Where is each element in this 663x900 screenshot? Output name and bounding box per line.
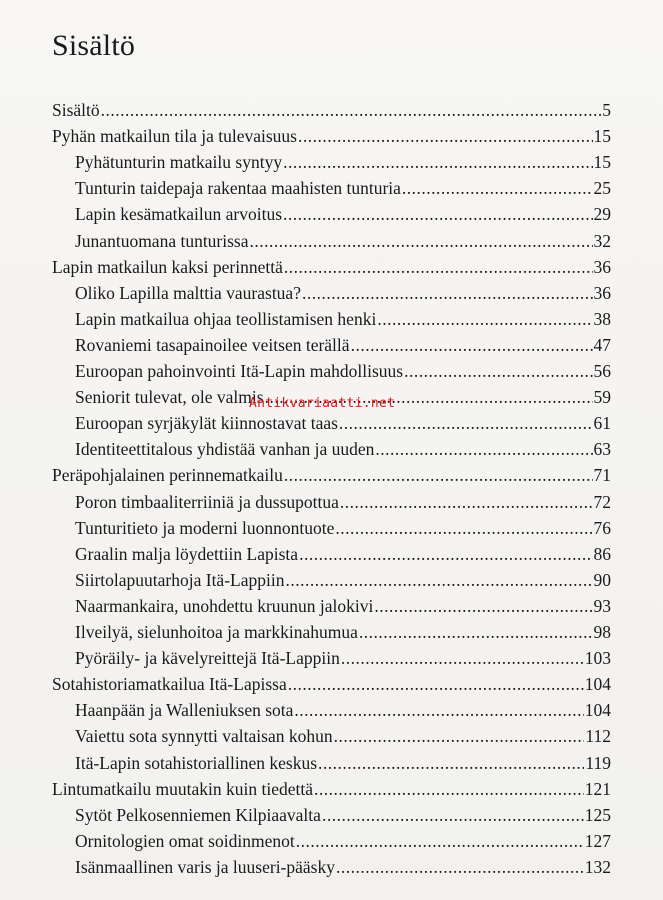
toc-leader-dots: [314, 776, 584, 802]
toc-page-number: 121: [584, 778, 611, 799]
toc-page-number: 76: [593, 517, 611, 538]
toc-leader-dots: [299, 541, 592, 567]
toc-page-number: 125: [584, 804, 611, 825]
toc-leader-dots: [285, 567, 592, 593]
toc-leader-dots: [341, 645, 584, 671]
toc-section-row: [75, 515, 611, 541]
toc-entry-title: Itä-Lapin sotahistoriallinen keskus: [75, 752, 318, 773]
toc-leader-dots: [359, 619, 593, 645]
toc-page-number: 98: [593, 622, 611, 642]
toc-page-number: 86: [593, 543, 611, 564]
toc-page-number: 103: [584, 648, 611, 669]
toc-entry-title: Peräpohjalainen perinnematkailu: [52, 465, 283, 486]
toc-leader-dots: [351, 332, 593, 358]
toc-leader-dots: [288, 671, 584, 697]
toc-entry-title: Pyhän matkailun tila ja tulevaisuus: [52, 126, 297, 147]
toc-entry-title: Isänmaallinen varis ja luuseri-pääsky: [75, 856, 335, 877]
toc-entry-title: Tunturitieto ja moderni luonnontuote: [75, 517, 335, 538]
toc-section-row: [75, 201, 611, 227]
toc-entry-title: Lapin matkailun kaksi perinnettä: [52, 256, 283, 277]
toc-entry-title: Euroopan pahoinvointi Itä-Lapin mahdollisuus: [75, 361, 404, 381]
toc-page-number: 72: [593, 491, 611, 512]
toc-page-number: 93: [593, 595, 611, 616]
toc-page-number: 29: [593, 204, 611, 225]
toc-section-row: [75, 149, 611, 175]
toc-leader-dots: [336, 854, 584, 880]
toc-section-row: [75, 593, 611, 619]
toc-page-number: 56: [593, 361, 611, 381]
toc-page-number: 59: [593, 387, 611, 408]
toc-page-number: 36: [593, 256, 611, 277]
toc-leader-dots: [340, 489, 593, 515]
toc-entry-title: Junantuomana tunturissa: [75, 230, 249, 251]
toc-leader-dots: [294, 697, 583, 723]
toc-entry-title: Lintumatkailu muutakin kuin tiedettä: [52, 778, 313, 799]
toc-page-number: 15: [593, 152, 611, 173]
toc-section-row: [75, 541, 611, 567]
toc-leader-dots: [322, 802, 584, 828]
toc-entry-title: Euroopan syrjäkylät kiinnostavat taas: [75, 413, 338, 434]
toc-entry-title: Poron timbaaliterriiniä ja dussupottua: [75, 491, 339, 512]
toc-section-row: [75, 436, 611, 462]
toc-leader-dots: [284, 462, 593, 488]
toc-section-row: [75, 697, 611, 723]
toc-entry-title: Graalin malja löydettiin Lapista: [75, 543, 299, 564]
toc-chapter-row: [52, 97, 611, 123]
toc-section-row: [75, 358, 611, 384]
toc-leader-dots: [250, 228, 593, 254]
toc-section-row: [75, 619, 611, 645]
toc-page-number: 132: [584, 856, 611, 877]
toc-section-row: [75, 645, 611, 671]
toc-leader-dots: [318, 750, 584, 776]
toc-leader-dots: [283, 201, 592, 227]
toc-section-row: [75, 750, 611, 776]
toc-page-number: 36: [593, 282, 611, 303]
watermark: Antikvariaatti.net: [249, 396, 396, 411]
toc-section-row: [75, 723, 611, 749]
toc-entry-title: Vaiettu sota synnytti valtaisan kohun: [75, 726, 333, 747]
toc-leader-dots: [402, 175, 593, 201]
toc-entry-title: Naarmankaira, unohdettu kruunun jalokivi: [75, 595, 374, 616]
toc-section-row: [75, 854, 611, 880]
toc-leader-dots: [375, 436, 592, 462]
toc-section-row: [75, 228, 611, 254]
toc-leader-dots: [339, 410, 593, 436]
toc-page-number: 38: [593, 308, 611, 329]
toc-section-row: [75, 332, 611, 358]
toc-leader-dots: [265, 384, 593, 410]
toc-entry-title: Lapin matkailua ohjaa teollistamisen henki: [75, 308, 377, 329]
page-title: Sisältö: [52, 29, 136, 62]
toc-page-number: 112: [585, 726, 611, 747]
toc-page-number: 119: [585, 752, 611, 773]
toc-leader-dots: [284, 254, 593, 280]
toc-chapter-row: [52, 254, 611, 280]
toc-entry-title: Haanpään ja Walleniuksen sota: [75, 700, 294, 721]
toc-page-number: 63: [593, 439, 611, 460]
toc-entry-title: Sotahistoriamatkailua Itä-Lapissa: [52, 674, 287, 695]
toc-entry-title: Siirtolapuutarhoja Itä-Lappiin: [75, 569, 285, 590]
toc-page-number: 90: [593, 569, 611, 590]
toc-chapter-row: [52, 671, 611, 697]
toc-section-row: [75, 489, 611, 515]
toc-page-number: 15: [593, 126, 611, 147]
toc-entry-title: Sytöt Pelkosenniemen Kilpiaavalta: [75, 804, 321, 825]
toc-chapter-row: [52, 462, 611, 488]
toc-leader-dots: [101, 97, 602, 123]
toc-page-number: 25: [593, 178, 611, 199]
toc-entry-title: Rovaniemi tasapainoilee veitsen terällä: [75, 334, 350, 355]
toc-section-row: [75, 280, 611, 306]
toc-leader-dots: [377, 306, 592, 332]
toc-page-number: 127: [584, 830, 611, 851]
toc-section-row: [75, 306, 611, 332]
toc-page-number: 32: [593, 230, 611, 251]
toc-entry-title: Pyhätunturin matkailu syntyy: [75, 152, 283, 173]
toc-section-row: [75, 384, 611, 410]
toc-leader-dots: [374, 593, 592, 619]
toc-leader-dots: [302, 280, 593, 306]
toc-page-number: 61: [593, 413, 611, 434]
toc-entry-title: Seniorit tulevat, ole valmis: [75, 387, 264, 408]
toc-section-row: [75, 802, 611, 828]
toc-chapter-row: [52, 123, 611, 149]
toc-entry-title: Tunturin taidepaja rakentaa maahisten tunturia: [75, 178, 401, 199]
toc-entry-title: Oliko Lapilla malttia vaurastua?: [75, 282, 301, 303]
toc-entry-title: Lapin kesämatkailun arvoitus: [75, 204, 283, 225]
toc-page-number: 104: [584, 674, 611, 695]
toc-page-number: 71: [593, 465, 611, 486]
toc-page-number: 5: [602, 100, 611, 120]
toc-leader-dots: [296, 828, 584, 854]
toc-leader-dots: [334, 723, 585, 749]
toc-leader-dots: [283, 149, 592, 175]
toc-section-row: [75, 410, 611, 436]
toc-page-number: 47: [593, 334, 611, 355]
toc-section-row: [75, 828, 611, 854]
toc-leader-dots: [298, 123, 593, 149]
toc-section-row: [75, 567, 611, 593]
toc-page-number: 104: [584, 700, 611, 721]
toc-leader-dots: [335, 515, 592, 541]
toc-chapter-row: [52, 776, 611, 802]
toc-entry-title: Sisältö: [52, 100, 100, 120]
toc-entry-title: Identiteettitalous yhdistää vanhan ja uuden: [75, 439, 375, 460]
toc-entry-title: Ornitologien omat soidinmenot: [75, 830, 295, 851]
toc-entry-title: Pyöräily- ja kävelyreittejä Itä-Lappiin: [75, 648, 340, 669]
toc-entry-title: Ilveilyä, sielunhoitoa ja markkinahumua: [75, 622, 358, 642]
toc-leader-dots: [404, 358, 592, 384]
toc-section-row: [75, 175, 611, 201]
